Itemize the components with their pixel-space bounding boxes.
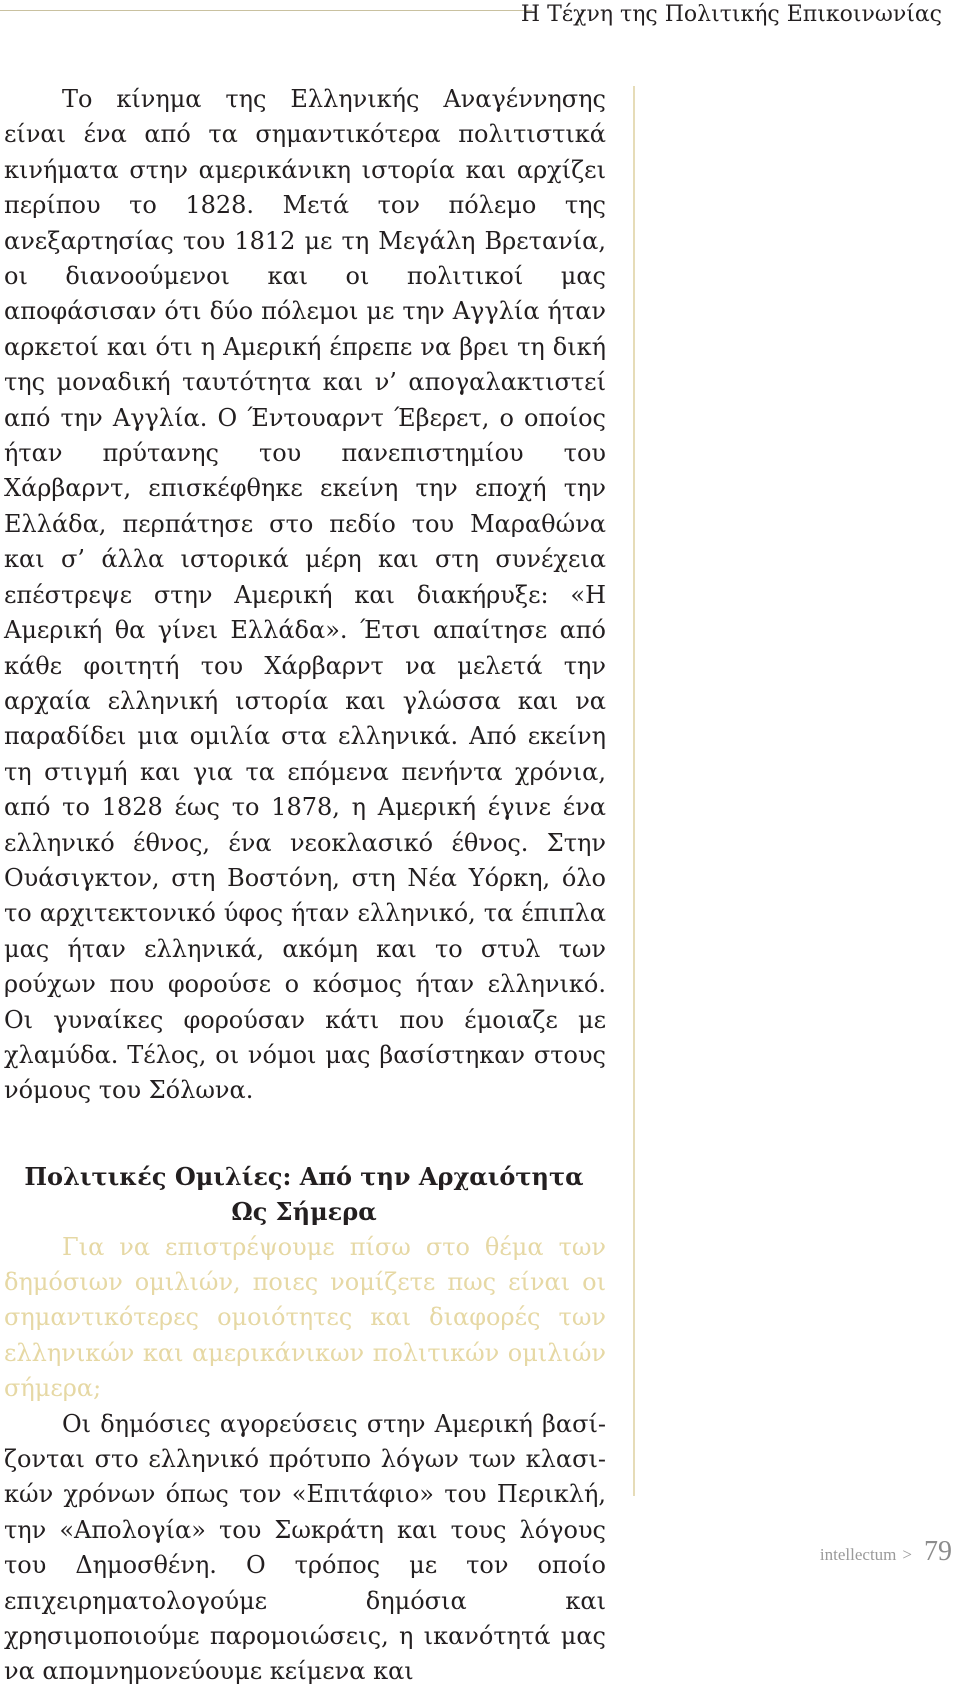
text-column [4, 82, 606, 1690]
section-heading-line-1: Πολιτικές Ομιλίες: Από την Αρχαιότητα [24, 1161, 584, 1191]
footer-brand: intellectum [819, 1545, 897, 1564]
page-footer [820, 1536, 952, 1568]
column-side-rule [633, 86, 635, 1496]
body-paragraph-2: Οι δημόσιες αγορεύσεις στην Αμερική βασίζονται στο ελληνικό πρότυπο λόγων των κλασικών χρόνων όπως τον «Επιτάφιο» του Περικλή, την «Απολογία» του Σωκράτη και τους λόγους του Δημοσθένη. Ο τρόπος με τον οποίο επιχειρηματολογούμε δημόσια και χρησιμοποιούμε παρομοιώσεις, η ικανότητά μας να απομνημονεύουμε κείμενα και [4, 1409, 606, 1686]
section-heading-line-2: Ως Σήμερα [231, 1197, 377, 1227]
footer-separator: > [902, 1545, 912, 1564]
running-title: Η Τέχνη της Πολιτικής Επικοινωνίας [520, 2, 942, 27]
body-paragraph-1: Το κίνημα της Ελληνικής Αναγέννησης είναι ένα από τα σημαντικότερα πολιτιστικά κινήματα στην αμερικάνικη ιστορία και αρχίζει περίπου το 1828. Μετά τον πόλεμο της ανεξαρτησίας του 1812 με τη Μεγάλη Βρετανία, οι διανοούμενοι και οι πολιτικοί μας αποφάσισαν ότι δύο πόλεμοι με την Αγγλία ήταν αρκετοί και ότι η Αμερική έπρεπε να βρει τη δική της μοναδική ταυτότητα και ν’ απογαλακτιστεί από την Αγγλία. Ο Έντουαρντ Έβερετ, ο οποίος ήταν πρύτανης του πανεπιστημίου του Χάρβαρντ, επισκέφθηκε εκείνη την εποχή την Ελλάδα, περπάτησε στο πεδίο του Μαραθώνα και σ’ άλλα ιστορικά μέρη και στη συνέχεια επέστρεψε στην Αμερική και διακήρυξε: «Η Αμερική θα γίνει Ελλάδα». Έτσι απαίτησε από κάθε φοιτητή του Χάρβαρντ να μελετά την αρχαία ελληνική ιστορία και γλώσσα και να παραδίδει μια ομιλία στα ελληνικά. Από εκείνη τη στιγμή και για τα επόμενα πενήντα χρόνια, από το 1828 έως το 1878, η Αμερική έγινε ένα ελληνικό έθνος, ένα νεοκλασικό έθνος. Στην Ουάσιγκτον, στη Βοστόνη, στη Νέα Υόρκη, όλο το αρχιτεκτονικό ύφος ήταν ελληνικό, τα έπιπλα μας ήταν ελληνικά, ακόμη και το στυλ των ρούχων που φορούσε ο κόσμος ήταν ελληνικό. Οι γυναίκες φορούσαν κάτι που έμοιαζε με χλαμύδα. Τέλος, οι νόμοι μας βασίστηκαν στους νόμους του Σόλωνα. [4, 85, 606, 1105]
page-number: 79 [924, 1536, 952, 1567]
section-heading [4, 1159, 604, 1230]
header-rule [0, 10, 532, 11]
interview-question: Για να επιστρέψουμε πίσω στο θέμα των δημόσιων ομιλιών, ποιες νομίζετε πως είναι οι σημαντικότερες ομοιότητες και διαφορές των ελληνικών και αμερικάνικων πολιτικών ομιλιών σήμερα; [4, 1232, 606, 1403]
